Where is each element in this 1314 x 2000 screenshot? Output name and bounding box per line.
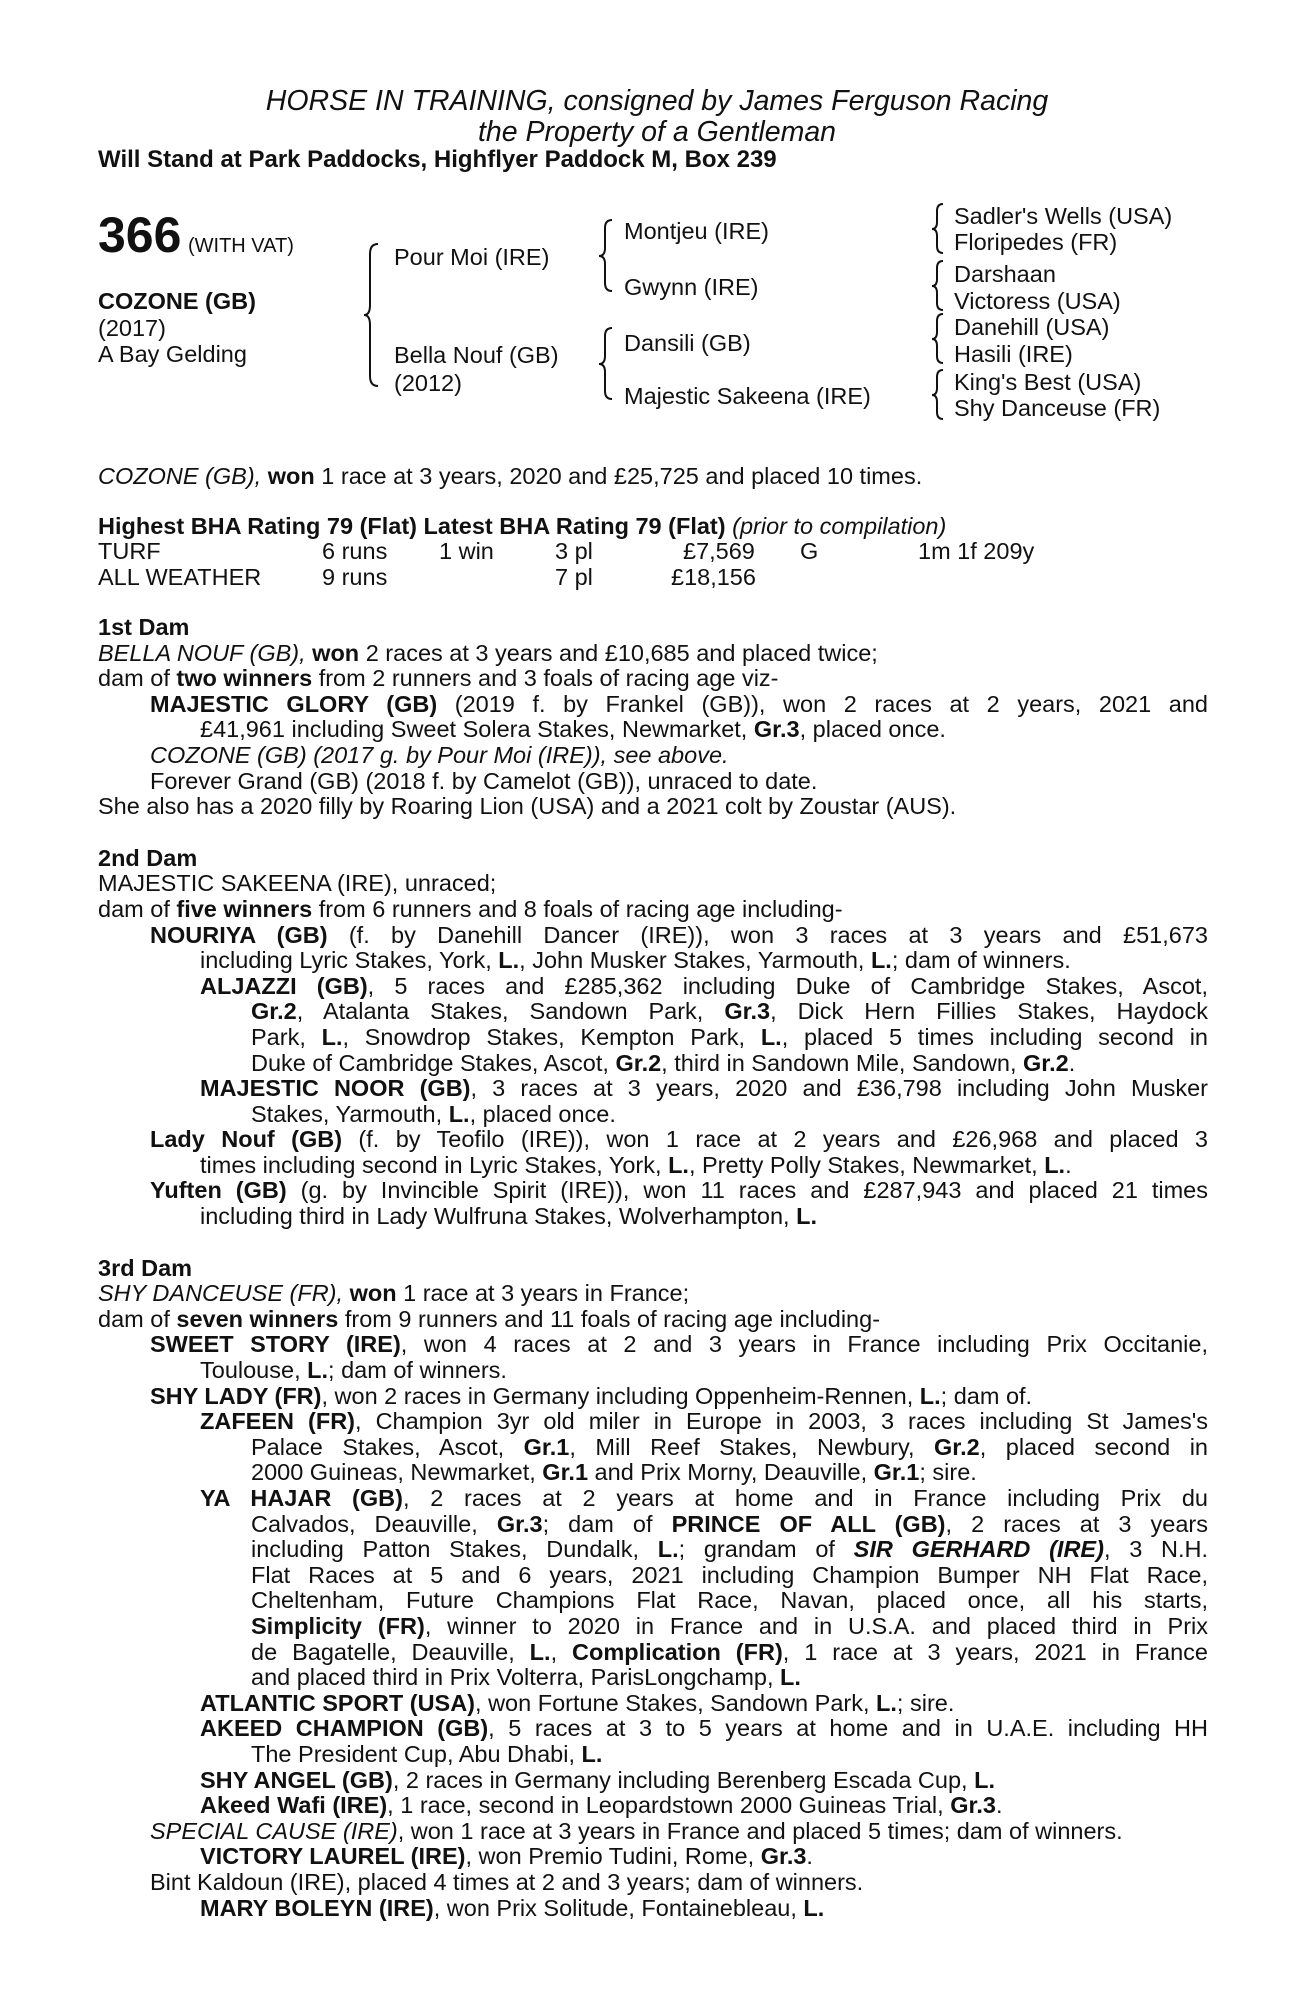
text: ; dam of. xyxy=(940,1382,1033,1409)
grade: Gr.1 xyxy=(523,1433,570,1460)
text: Park, xyxy=(251,1023,322,1050)
pedigree-dds: King's Best (USA) xyxy=(954,369,1142,395)
text: , 5 races and £285,362 including Duke of Cambridge Stakes, Ascot, xyxy=(367,972,1208,999)
produce-name: SPECIAL CAUSE (IRE) xyxy=(150,1817,398,1844)
pedigree-dam-year: (2012) xyxy=(394,370,462,396)
dam-sections xyxy=(98,615,1208,1921)
stat-placed: 7 pl xyxy=(555,563,593,590)
produce-name: Complication (FR) xyxy=(572,1638,783,1665)
text: dam of xyxy=(98,665,177,692)
text: , won Premio Tudini, Rome, xyxy=(465,1843,761,1870)
grade: Gr.2 xyxy=(615,1049,662,1076)
produce-aljazzi xyxy=(98,974,1208,1000)
summary-horse-name: COZONE (GB), xyxy=(98,463,262,489)
text: times including second in Lyric Stakes, York, xyxy=(200,1151,669,1178)
text: ; sire. xyxy=(919,1459,977,1486)
pedigree-dss: Danehill (USA) xyxy=(954,314,1110,340)
text: , Mill Reef Stakes, Newbury, xyxy=(569,1433,935,1460)
rating-note: (prior to compilation) xyxy=(732,513,947,539)
horse-name: COZONE (GB) xyxy=(98,288,256,314)
produce-akeed-champion-cont xyxy=(98,1742,1208,1768)
text: 2000 Guineas, Newmarket, xyxy=(251,1459,543,1486)
produce-aljazzi-cont3 xyxy=(98,1051,1208,1077)
pedigree-ssd: Floripedes (FR) xyxy=(954,229,1118,255)
text: £41,961 including Sweet Solera Stakes, Newmarket, xyxy=(200,716,754,743)
produce-name: SIR GERHARD (IRE) xyxy=(853,1536,1104,1563)
text: , xyxy=(550,1638,573,1665)
rating-text: Highest BHA Rating 79 (Flat) Latest BHA Rating 79 (Flat) xyxy=(98,513,726,539)
won-label: won xyxy=(349,1280,397,1307)
produce-special-cause xyxy=(98,1819,1208,1845)
produce-name: Lady Nouf (GB) xyxy=(150,1126,343,1153)
produce-name: Yuften (GB) xyxy=(150,1177,287,1204)
first-dam-line xyxy=(98,641,1208,667)
produce-cozone: COZONE (GB) (2017 g. by Pour Moi (IRE)), see above. xyxy=(150,741,729,768)
produce-name: PRINCE OF ALL (GB) xyxy=(671,1510,946,1537)
stat-distance: 1m 1f 209y xyxy=(918,538,1035,564)
produce-shy-angel xyxy=(98,1768,1208,1794)
produce-name: MAJESTIC NOOR (GB) xyxy=(200,1075,471,1102)
produce-name: SHY LADY (FR) xyxy=(150,1382,322,1409)
produce-shy-lady xyxy=(98,1384,1208,1410)
text: including Lyric Stakes, York, xyxy=(200,947,499,974)
listed-mark: L. xyxy=(657,1536,679,1563)
second-dam-produce-line xyxy=(98,897,1208,923)
winners-count: five winners xyxy=(176,895,313,922)
text: including third in Lady Wulfruna Stakes, Wolverhampton, xyxy=(200,1203,797,1230)
grade: Gr.2 xyxy=(1023,1049,1069,1076)
listed-mark: L. xyxy=(796,1203,817,1230)
stat-surface: ALL WEATHER xyxy=(98,563,262,590)
text: (2019 f. by Frankel (GB)), won 2 races at 2 years, 2021 and xyxy=(437,690,1208,717)
produce-name: YA HAJAR (GB) xyxy=(200,1485,403,1511)
first-dam-produce-line xyxy=(98,666,1208,692)
text: The President Cup, Abu Dhabi, xyxy=(251,1740,582,1767)
listed-mark: L. xyxy=(668,1151,689,1178)
produce-ya-hajar-cont1 xyxy=(98,1512,1208,1538)
text: , 2 races in Germany including Berenberg Escada Cup, xyxy=(392,1766,975,1793)
catalogue-subtitle: the Property of a Gentleman xyxy=(477,116,837,148)
text: Toulouse, xyxy=(200,1357,308,1384)
stat-placed: 3 pl xyxy=(555,538,593,564)
winners-count: seven winners xyxy=(176,1305,339,1332)
pedigree-bracket-sd xyxy=(932,261,943,310)
dam-name: BELLA NOUF (GB), xyxy=(98,639,306,666)
text: , won Prix Solitude, Fontainebleau, xyxy=(433,1894,804,1921)
pedigree-dam: Bella Nouf (GB) xyxy=(394,342,559,368)
listed-mark: L. xyxy=(581,1740,603,1767)
text: , 5 races at 3 to 5 years at home and in U.A.E. including HH xyxy=(488,1715,1208,1742)
produce-yuften xyxy=(98,1178,1208,1204)
text: (g. by Invincible Spirit (IRE)), won 11 races and £287,943 and placed 21 times xyxy=(286,1177,1208,1204)
text: . xyxy=(1068,1049,1076,1076)
produce-akeed-champion xyxy=(98,1716,1208,1742)
third-dam-heading: 3rd Dam xyxy=(98,1254,193,1281)
stat-going: G xyxy=(800,538,819,564)
produce-name: NOURIYA (GB) xyxy=(150,921,328,948)
pedigree-bracket-main xyxy=(364,244,378,386)
text: from 9 runners and 11 foals of racing age including- xyxy=(338,1305,881,1332)
text: , 1 race at 3 years, 2021 in France xyxy=(782,1638,1208,1665)
produce-majestic-glory-cont xyxy=(98,717,1208,743)
second-dam-line: MAJESTIC SAKEENA (IRE), unraced; xyxy=(98,870,497,897)
pedigree-sire-sire: Montjeu (IRE) xyxy=(624,218,769,244)
text: Palace Stakes, Ascot, xyxy=(251,1433,524,1460)
pedigree-bracket-ss xyxy=(932,204,943,253)
grade: Gr.3 xyxy=(753,716,800,743)
listed-mark: L. xyxy=(780,1664,801,1691)
text: Calvados, Deauville, xyxy=(251,1510,497,1537)
listed-mark: L. xyxy=(321,1023,343,1050)
text: ; dam of winners. xyxy=(328,1357,507,1384)
text: , winner to 2020 in France and in U.S.A. and placed third in Prix xyxy=(424,1612,1208,1639)
text: , 2 races at 2 years at home and in France including Prix du xyxy=(402,1485,1209,1511)
produce-atlantic-sport xyxy=(98,1691,1208,1717)
produce-aljazzi-cont1 xyxy=(98,999,1208,1025)
text: , won Fortune Stakes, Sandown Park, xyxy=(475,1689,877,1716)
produce-majestic-glory xyxy=(98,692,1208,718)
listed-mark: L. xyxy=(498,947,520,974)
grade: Gr.3 xyxy=(724,998,771,1025)
third-dam-produce-line xyxy=(98,1307,1208,1333)
produce-name: ALJAZZI (GB) xyxy=(200,972,368,999)
produce-victory-laurel xyxy=(98,1844,1208,1870)
won-label: won xyxy=(312,639,360,666)
text: , Atalanta Stakes, Sandown Park, xyxy=(296,998,725,1025)
text: . xyxy=(995,1792,1003,1819)
vat-note: (WITH VAT) xyxy=(187,235,294,257)
text: , placed second in xyxy=(979,1433,1209,1460)
dam-text: 1 race at 3 years in France; xyxy=(396,1280,690,1307)
first-dam-heading: 1st Dam xyxy=(98,614,190,640)
pedigree-sire-dam: Gwynn (IRE) xyxy=(624,274,759,300)
text: , Pretty Polly Stakes, Newmarket, xyxy=(688,1151,1045,1178)
text: , won 4 races at 2 and 3 years in France including Prix Occitanie, xyxy=(400,1331,1208,1358)
listed-mark: L. xyxy=(974,1766,995,1793)
summary-text: 1 race at 3 years, 2020 and £25,725 and placed 10 times. xyxy=(314,463,923,489)
text: , won 1 race at 3 years in France and placed 5 times; dam of winners. xyxy=(397,1817,1123,1844)
produce-name: SWEET STORY (IRE) xyxy=(150,1331,401,1358)
text: Stakes, Yarmouth, xyxy=(251,1100,449,1127)
grade: Gr.3 xyxy=(496,1510,543,1537)
pedigree-bracket-dam xyxy=(599,328,612,399)
produce-ya-hajar-cont6 xyxy=(98,1640,1208,1666)
stat-runs: 6 runs xyxy=(322,538,388,564)
race-summary xyxy=(98,463,922,490)
produce-zafeen xyxy=(98,1409,1208,1435)
grade: Gr.1 xyxy=(873,1459,920,1486)
text: , Snowdrop Stakes, Kempton Park, xyxy=(342,1023,761,1050)
winners-count: two winners xyxy=(176,665,313,692)
produce-zafeen-cont1 xyxy=(98,1435,1208,1461)
text: dam of xyxy=(98,1305,177,1332)
grade: Gr.2 xyxy=(251,998,297,1025)
stat-runs: 9 runs xyxy=(322,563,388,590)
produce-name: ATLANTIC SPORT (USA) xyxy=(200,1689,476,1716)
produce-bint-kaldoun: Bint Kaldoun (IRE), placed 4 times at 2 and 3 years; dam of winners. xyxy=(150,1868,864,1895)
listed-mark: L. xyxy=(803,1894,825,1921)
pedigree-sdd: Victoress (USA) xyxy=(954,288,1121,314)
grade: Gr.3 xyxy=(950,1792,996,1819)
horse-year: (2017) xyxy=(98,315,166,341)
produce-sweet-story xyxy=(98,1332,1208,1358)
stat-amount: £18,156 xyxy=(671,563,756,590)
listed-mark: L. xyxy=(876,1689,897,1716)
text: Duke of Cambridge Stakes, Ascot, xyxy=(251,1049,616,1076)
text: ; dam of winners. xyxy=(891,947,1071,974)
produce-ya-hajar xyxy=(98,1486,1208,1512)
text: and Prix Morny, Deauville, xyxy=(588,1459,874,1486)
text: from 6 runners and 8 foals of racing age including- xyxy=(312,895,843,922)
listed-mark: L. xyxy=(529,1638,551,1665)
stat-amount: £7,569 xyxy=(683,538,755,564)
text: . xyxy=(806,1843,813,1870)
pedigree-dsd: Hasili (IRE) xyxy=(954,341,1073,367)
produce-majestic-noor-cont xyxy=(98,1102,1208,1128)
listed-mark: L. xyxy=(307,1357,329,1384)
summary-won: won xyxy=(267,463,315,489)
pedigree-bracket-dd xyxy=(932,370,943,419)
stand-location: Will Stand at Park Paddocks, Highflyer Paddock M, Box 239 xyxy=(98,146,777,173)
text: dam of xyxy=(98,895,177,922)
lot-number: 366 xyxy=(98,207,182,263)
text: , won 2 races in Germany including Oppenheim-Rennen, xyxy=(321,1382,920,1409)
third-dam-line xyxy=(98,1281,1208,1307)
text: , placed once. xyxy=(799,716,946,743)
pedigree-dam-sire: Dansili (GB) xyxy=(624,330,751,356)
produce-name: MARY BOLEYN (IRE) xyxy=(200,1894,434,1921)
text: , Dick Hern Fillies Stakes, Haydock xyxy=(770,998,1208,1025)
text: , Champion 3yr old miler in Europe in 2003, 3 races including St James's xyxy=(355,1408,1209,1435)
listed-mark: L. xyxy=(870,947,892,974)
produce-name: ZAFEEN (FR) xyxy=(200,1408,356,1435)
pedigree-ddd: Shy Danceuse (FR) xyxy=(954,395,1161,421)
text: ; dam of xyxy=(542,1510,672,1537)
bha-rating xyxy=(98,513,946,540)
grade: Gr.3 xyxy=(760,1843,807,1870)
text: from 2 runners and 3 foals of racing age viz- xyxy=(312,665,779,692)
produce-name: SHY ANGEL (GB) xyxy=(200,1766,393,1793)
produce-nouriya-cont xyxy=(98,948,1208,974)
text: , placed 5 times including second in xyxy=(781,1023,1208,1050)
listed-mark: L. xyxy=(1044,1151,1066,1178)
grade: Gr.1 xyxy=(542,1459,589,1486)
produce-ya-hajar-cont5 xyxy=(98,1614,1208,1640)
produce-nouriya xyxy=(98,923,1208,949)
produce-name: Akeed Wafi (IRE) xyxy=(200,1792,388,1819)
pedigree-sds: Darshaan xyxy=(954,261,1056,287)
produce-name: VICTORY LAUREL (IRE) xyxy=(200,1843,466,1870)
text: , 1 race, second in Leopardstown 2000 Guineas Trial, xyxy=(387,1792,951,1819)
text: , third in Sandown Mile, Sandown, xyxy=(661,1049,1024,1076)
dam-text: 2 races at 3 years and £10,685 and placed twice; xyxy=(359,639,878,666)
listed-mark: L. xyxy=(919,1382,941,1409)
produce-ya-hajar-cont4: Cheltenham, Future Champions Flat Race, Navan, placed once, all his starts, xyxy=(251,1587,1208,1614)
listed-mark: L. xyxy=(760,1023,782,1050)
text: including Patton Stakes, Dundalk, xyxy=(251,1536,658,1563)
pedigree-sire: Pour Moi (IRE) xyxy=(394,244,550,270)
text: de Bagatelle, Deauville, xyxy=(251,1638,530,1665)
produce-forever-grand: Forever Grand (GB) (2018 f. by Camelot (GB)), unraced to date. xyxy=(150,767,818,794)
produce-yuften-cont xyxy=(98,1204,1208,1230)
text: , 3 N.H. xyxy=(1103,1536,1208,1563)
second-dam-heading: 2nd Dam xyxy=(98,844,198,871)
pedigree-bracket-sire xyxy=(599,220,612,291)
produce-lady-nouf xyxy=(98,1127,1208,1153)
produce-zafeen-cont2 xyxy=(98,1460,1208,1486)
stat-surface: TURF xyxy=(98,538,161,564)
produce-lady-nouf-cont xyxy=(98,1153,1208,1179)
text: , 2 races at 3 years xyxy=(945,1510,1209,1537)
produce-mary-boleyn xyxy=(98,1896,1208,1922)
text: . xyxy=(1065,1151,1072,1178)
produce-sweet-story-cont xyxy=(98,1358,1208,1384)
stat-wins: 1 win xyxy=(439,538,494,564)
text: ; sire. xyxy=(896,1689,955,1716)
horse-description: A Bay Gelding xyxy=(98,341,247,367)
catalogue-title: HORSE IN TRAINING, consigned by James Ferguson Racing xyxy=(265,85,1049,117)
produce-name: AKEED CHAMPION (GB) xyxy=(200,1715,489,1742)
produce-majestic-noor xyxy=(98,1076,1208,1102)
produce-ya-hajar-cont7 xyxy=(98,1665,1208,1691)
produce-aljazzi-cont2 xyxy=(98,1025,1208,1051)
produce-ya-hajar-cont3: Flat Races at 5 and 6 years, 2021 including Champion Bumper NH Flat Race, xyxy=(251,1561,1208,1588)
produce-akeed-wafi xyxy=(98,1793,1208,1819)
pedigree-bracket-ds xyxy=(932,314,943,363)
produce-note: She also has a 2020 filly by Roaring Lion (USA) and a 2021 colt by Zoustar (AUS). xyxy=(98,793,957,820)
listed-mark: L. xyxy=(448,1100,470,1127)
produce-name: MAJESTIC GLORY (GB) xyxy=(150,690,438,717)
text: and placed third in Prix Volterra, ParisLongchamp, xyxy=(251,1664,781,1691)
text: ; grandam of xyxy=(678,1536,854,1563)
dam-name: SHY DANCEUSE (FR), xyxy=(98,1280,344,1307)
text: , placed once. xyxy=(469,1100,616,1127)
produce-name: Simplicity (FR) xyxy=(251,1612,425,1639)
text: , John Musker Stakes, Yarmouth, xyxy=(519,947,871,974)
text: (f. by Teofilo (IRE)), won 1 race at 2 years and £26,968 and placed 3 xyxy=(342,1126,1208,1153)
pedigree-sss: Sadler's Wells (USA) xyxy=(954,203,1173,229)
produce-ya-hajar-cont2 xyxy=(98,1537,1208,1563)
text: (f. by Danehill Dancer (IRE)), won 3 races at 3 years and £51,673 xyxy=(327,921,1208,948)
pedigree-dam-dam: Majestic Sakeena (IRE) xyxy=(624,383,871,409)
grade: Gr.2 xyxy=(934,1433,980,1460)
text: , 3 races at 3 years, 2020 and £36,798 including John Musker xyxy=(470,1075,1208,1102)
